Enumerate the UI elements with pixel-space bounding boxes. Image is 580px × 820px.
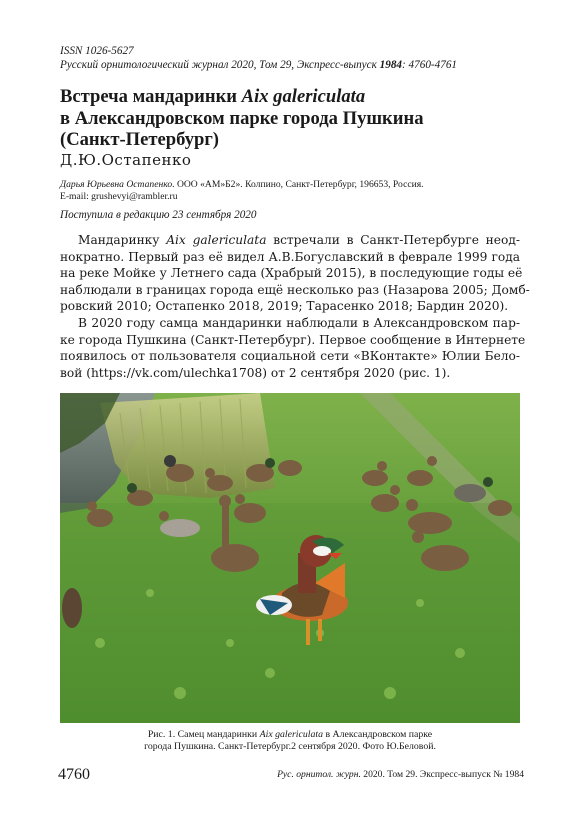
title-line-1 <box>60 86 530 108</box>
title-line-2: в Александровском парке города Пушкина <box>60 107 424 129</box>
body-paragraph-2 <box>60 315 526 381</box>
footer-issue: 2020. Том 29. Экспресс-выпуск № 1984 <box>360 769 524 780</box>
text-span: Мандаринку <box>78 233 167 247</box>
affiliation-text: . ООО «АМ»Б2». Колпино, Санкт-Петербург, 196653, Россия. <box>172 179 424 190</box>
text-line: В 2020 году самца мандаринки наблюдали в Александровском пар- <box>78 316 520 330</box>
text-line: наблюдали в границах города ещё несколько раз (Назарова 2005; Домб- <box>60 282 530 297</box>
issn: ISSN 1026-5627 <box>60 45 134 57</box>
caption-text: Рис. 1. Самец мандаринки <box>147 729 260 740</box>
text-span: встречали в Санкт-Петербурге неод- <box>266 233 520 247</box>
text-line: на реке Мойке у Летнего сада (Храбрый 2015), в последующие годы её <box>60 266 523 281</box>
footer-citation <box>277 769 524 781</box>
journal-citation <box>60 58 457 72</box>
text-line: ке города Пушкина (Санкт-Петербург). Первое сообщение в Интернете <box>60 332 526 347</box>
author-email: E-mail: grushevyi@rambler.ru <box>60 191 178 202</box>
title-species: Aix galericulata <box>241 86 366 107</box>
species-name: Aix galericulata <box>166 233 267 247</box>
figure-photo <box>60 393 520 723</box>
caption-species: Aix galericulata <box>259 729 324 740</box>
author-name: Д.Ю.Остапенко <box>60 151 192 169</box>
body-paragraph-1 <box>60 232 530 315</box>
issue-number: 1984 <box>379 59 403 71</box>
text-line: вой (https://vk.com/ulechka1708) от 2 сентября 2020 (рис. 1). <box>60 365 451 380</box>
author-affiliation <box>60 179 520 191</box>
article-title <box>60 86 530 151</box>
caption-line-2: города Пушкина. Санкт-Петербург.2 сентября 2020. Фото Ю.Беловой. <box>144 741 436 753</box>
title-prefix: Встреча мандаринки <box>60 86 242 107</box>
journal-abbreviation: Рус. орнитол. журн. <box>277 769 361 780</box>
figure-caption <box>60 729 520 754</box>
journal-name: Русский орнитологический журнал 2020, Том 29, Экспресс-выпуск <box>60 59 377 71</box>
text-line: появилось от пользователя социальной сети «ВКонтакте» Юлии Бело- <box>60 349 520 364</box>
page-range: : 4760-4761 <box>402 59 458 71</box>
received-date: Поступила в редакцию 23 сентября 2020 <box>60 209 257 221</box>
text-line: ровский 2010; Остапенко 2018, 2019; Тарасенко 2018; Бардин 2020). <box>60 299 509 314</box>
text-line: нократно. Первый раз её видел А.В.Богуславский в феврале 1999 года <box>60 249 520 264</box>
author-full-name: Дарья Юрьевна Остапенко <box>60 179 173 190</box>
text-line <box>60 232 520 249</box>
caption-text: в Александровском парке <box>323 729 433 740</box>
page-number: 4760 <box>58 766 90 783</box>
caption-line-1 <box>60 729 520 741</box>
title-line-3: (Санкт-Петербург) <box>60 129 219 150</box>
